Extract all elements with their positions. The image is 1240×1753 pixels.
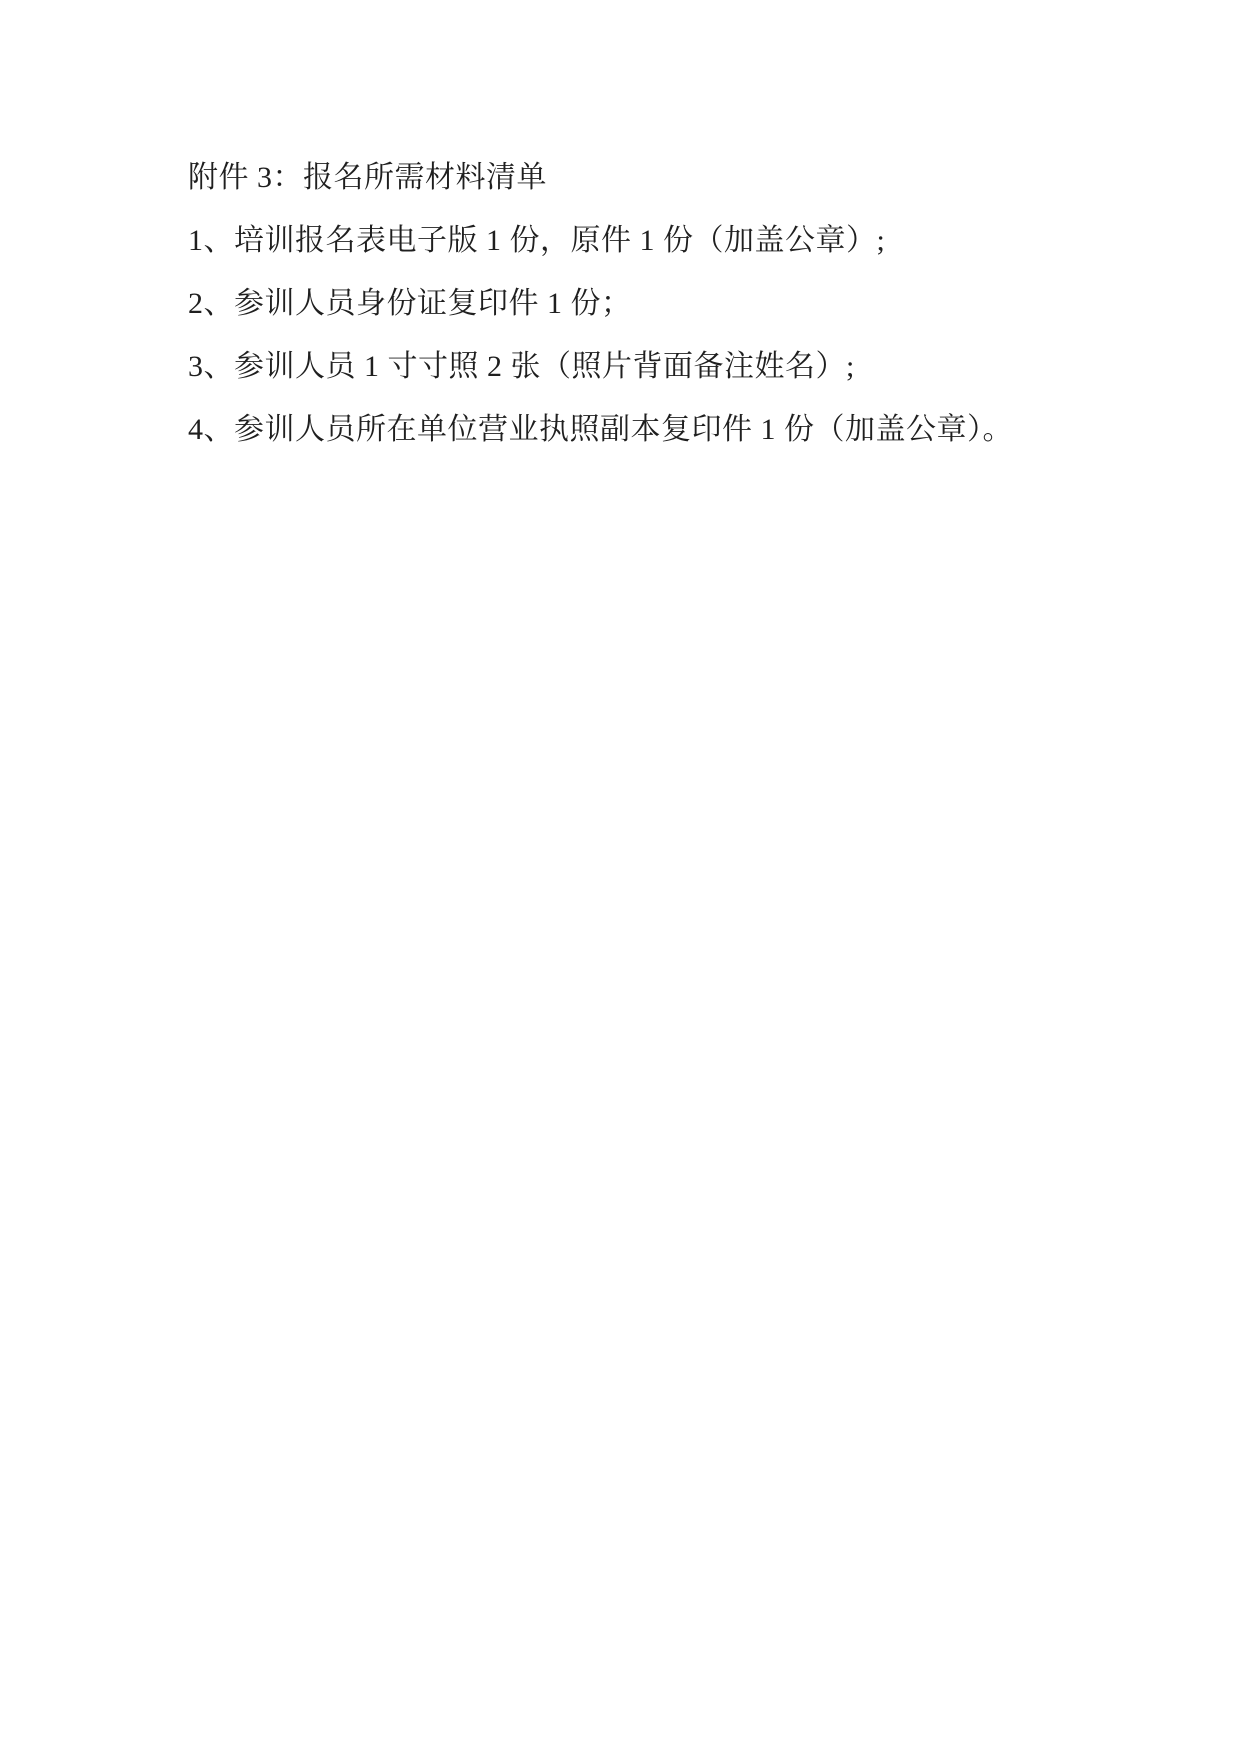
attachment-heading: 附件 3：报名所需材料清单 xyxy=(188,161,547,194)
list-item-1: 1、培训报名表电子版 1 份，原件 1 份（加盖公章）; xyxy=(188,224,886,257)
list-item-2: 2、参训人员身份证复印件 1 份； xyxy=(188,287,632,320)
document-content xyxy=(188,163,1140,478)
list-item-3: 3、参训人员 1 寸寸照 2 张（照片背面备注姓名）; xyxy=(188,350,855,383)
list-item-4: 4、参训人员所在单位营业执照副本复印件 1 份（加盖公章）。 xyxy=(188,413,1013,446)
